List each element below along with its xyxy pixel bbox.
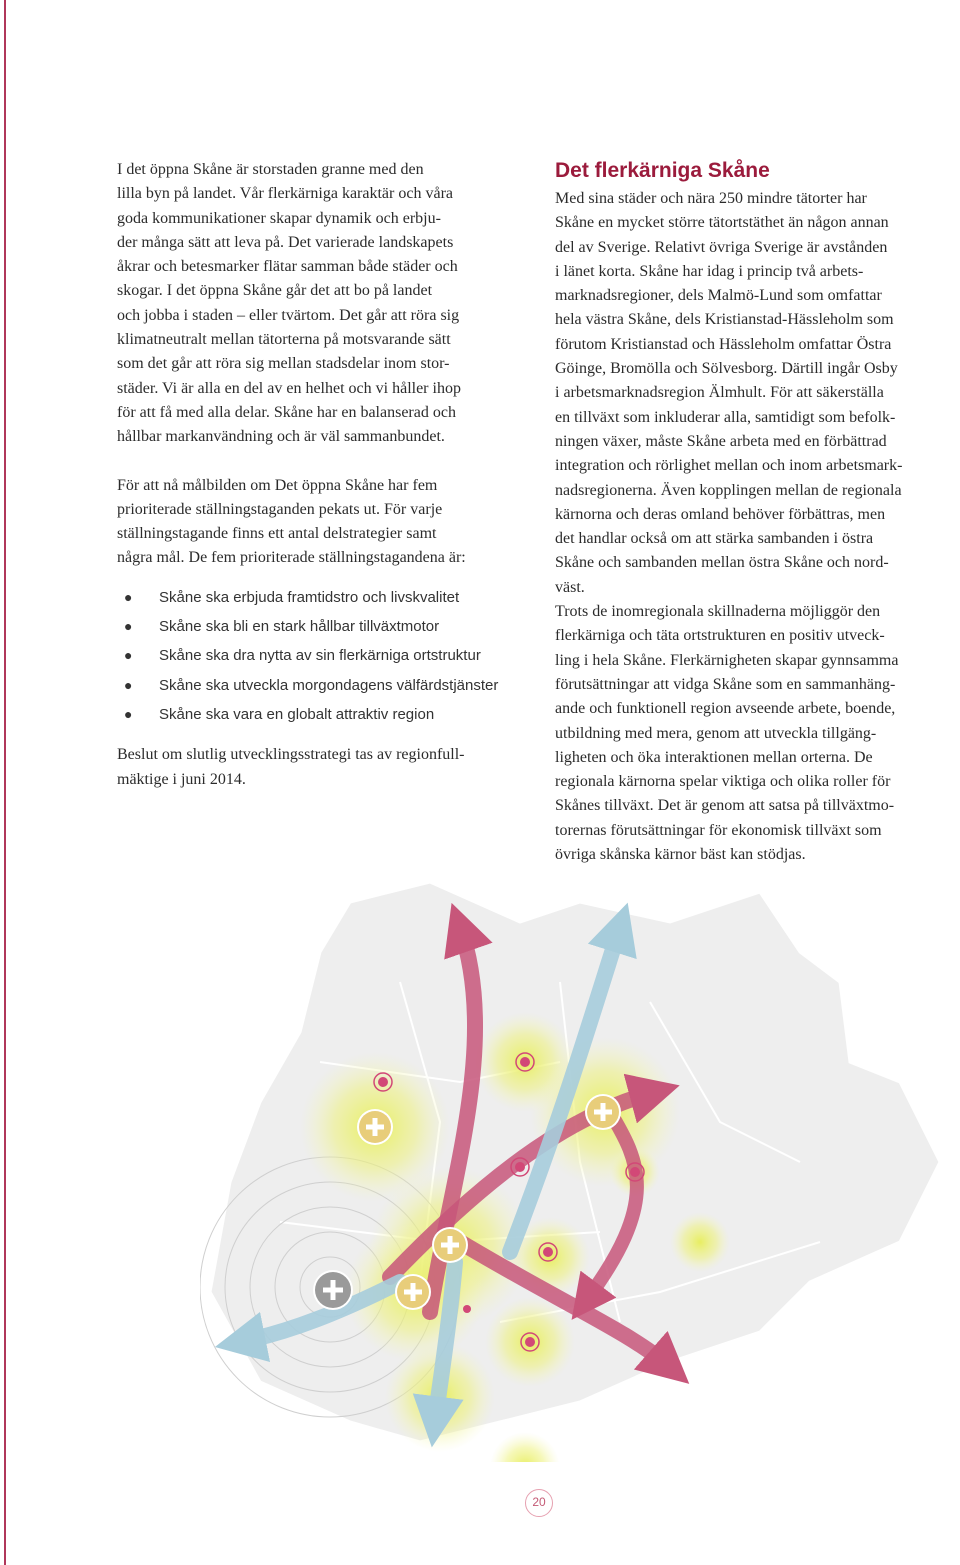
development-paragraph: Trots de inomregionala skillnaderna möjliggör den flerkärniga och täta ortstrukturen en positiv utveck- ling i hela Skåne. Flerkärnigheten skapar gynnsamma förutsättningar att vidga Skåne som en sammanhäng- ande och funktionell region avseende arbete, boende, utbildning med mera, genom att utveckla tillgäng- ligheten och öka interaktionen mellan orterna. De regionala kärnorna spelar viktiga och olika roller för Skånes tillväxt. Det är genom att satsa på tillväxtmo- torernas förutsättningar för ekonomisk tillväxt som övriga skånska kärnor bäst kan stödjas. [555,603,899,864]
plus-icon [357,1109,393,1145]
plus-icon [395,1274,431,1310]
section-heading: Det flerkärniga Skåne [555,159,770,182]
skane-network-map [200,862,960,1462]
decision-paragraph: Beslut om slutlig utvecklingsstrategi tas av regionfull- mäktige i juni 2014. [117,746,465,788]
priority-item: ● Skåne ska utveckla morgondagens välfärdstjänster [124,676,499,694]
priority-item: ● Skåne ska bli en stark hållbar tillväxtmotor [124,618,440,636]
plus-icon [313,1270,353,1310]
priority-list [117,583,517,729]
page-number: 20 [525,1489,553,1517]
left-column [117,158,517,792]
priorities-paragraph: För att nå målbilden om Det öppna Skåne har fem prioriterade ställningstaganden pekats ut. För varje ställningstagande finns ett antal delstrategier samt några mål. De fem prioriterade ställningstagandena är: [117,476,466,567]
intro-paragraph: I det öppna Skåne är storstaden granne med den lilla byn på landet. Vår flerkärniga karaktär och våra goda kommunikationer skapar dynamik och erbju- der många sätt att leva på. Det varierade landskapets åkrar och betesmarker flätar samman både städer och skogar. I det öppna Skåne går det att bo på landet och jobba i staden – eller tvärtom. Det går att röra sig klimatneutralt mellan tätorterna på motsvarande sätt som det går att röra sig mellan stadsdelar inom stor- städer. Vi är alla en del av en helhet och vi håller ihop för att få med alla delar. Skåne har en balanserad och hållbar markanvändning och är väl sammanbundet. [117,161,461,446]
plus-icon [585,1094,621,1130]
page-edge-line [4,0,6,1565]
priority-item: ● Skåne ska erbjuda framtidstro och livskvalitet [124,588,460,606]
priority-item: ● Skåne ska dra nytta av sin flerkärniga ortstruktur [124,647,481,665]
right-column [555,158,957,867]
priority-item: ● Skåne ska vara en globalt attraktiv region [124,705,435,723]
multicore-paragraph: Med sina städer och nära 250 mindre tätorter har Skåne en mycket större tätortstäthet än någon annan del av Sverige. Relativt övriga Sverige är avstånden i länet korta. Skåne har idag i princip två arbets- marknadsregioner, dels Malmö-Lund som omfattar hela västra Skåne, dels Kristianstad-Hässleholm som förutom Kristianstad och Hässleholm omfattar Östra Göinge, Bromölla och Sölvesborg. Därtill ingår Osby i arbetsmarknadsregion Älmhult. För att säkerställa en tillväxt som inkluderar alla, samtidigt som befolk- ningen växer, måste Skåne arbeta med en förbättrad integration och rörlighet mellan och inom arbetsmark- nadsregionerna. Även kopplingen mellan de regionala kärnorna och deras omland behöver förbättras, men det handlar också om att stärka sambanden i östra Skåne och sambanden mellan östra Skåne och nord- väst. [555,190,903,596]
plus-icon [432,1227,468,1263]
